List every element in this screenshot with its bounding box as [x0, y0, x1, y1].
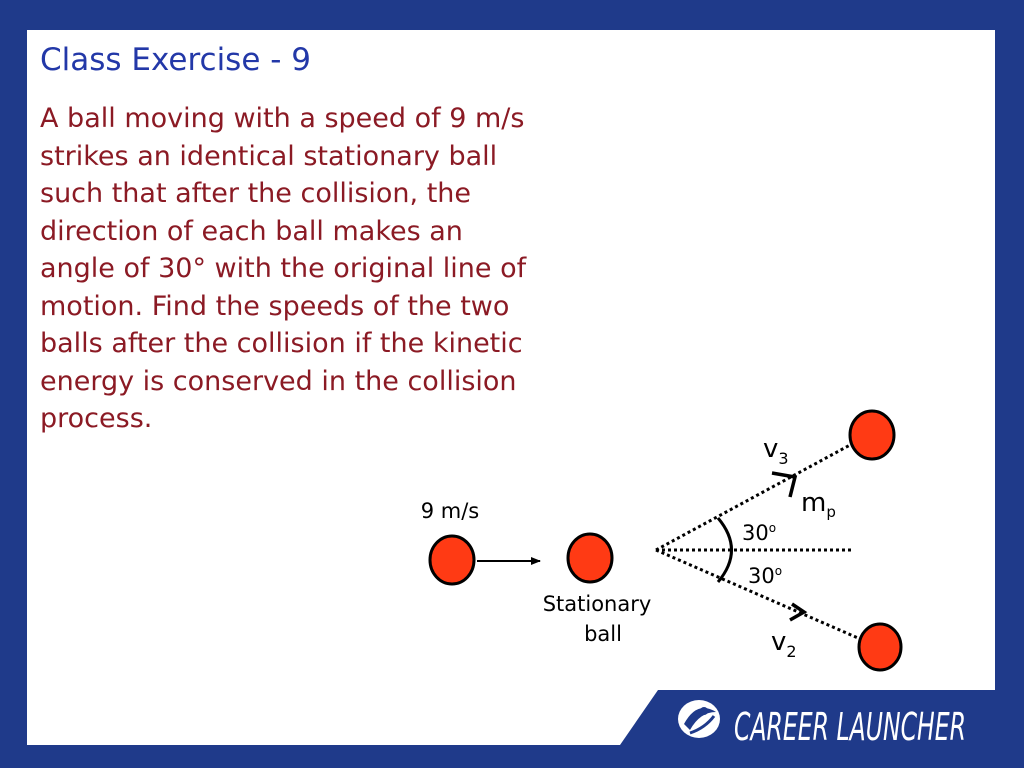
scattered-ball-upper [850, 411, 894, 459]
problem-line: process. [40, 403, 153, 434]
stationary-label: Stationary [542, 592, 652, 616]
slide-title: Class Exercise - 9 [40, 42, 312, 78]
angle-label-lower: 30$^o$ [748, 564, 783, 588]
mp-label: $m_p$ [801, 488, 836, 521]
logo-wordmark: CAREER LAUNCHER [734, 705, 966, 749]
problem-line: balls after the collision if the kinetic [40, 328, 523, 359]
problem-line: motion. Find the speeds of the two [40, 290, 510, 322]
v2-label: $v_2$ [771, 627, 797, 661]
scattered-ball-lower [859, 624, 901, 670]
problem-line: energy is conserved in the collision [40, 365, 517, 397]
speed-label: 9 m/s [420, 499, 480, 523]
career-launcher-logo [678, 700, 966, 749]
launcher-emblem-icon [678, 700, 720, 738]
moving-ball [430, 536, 474, 584]
stationary-ball [568, 534, 612, 582]
problem-line: strikes an identical stationary ball [40, 140, 498, 172]
angle-label-upper: 30$^o$ [742, 521, 777, 545]
problem-line: such that after the collision, the [40, 178, 472, 209]
v3-label: $v_3$ [763, 434, 789, 468]
problem-line: direction of each ball makes an [40, 215, 463, 247]
stationary-label: ball [584, 622, 622, 646]
upper-direction-marker [772, 473, 795, 497]
problem-line: A ball moving with a speed of 9 m/s [40, 103, 525, 134]
problem-line: angle of 30° with the original line of [40, 253, 527, 284]
lower-direction-marker [790, 604, 804, 620]
